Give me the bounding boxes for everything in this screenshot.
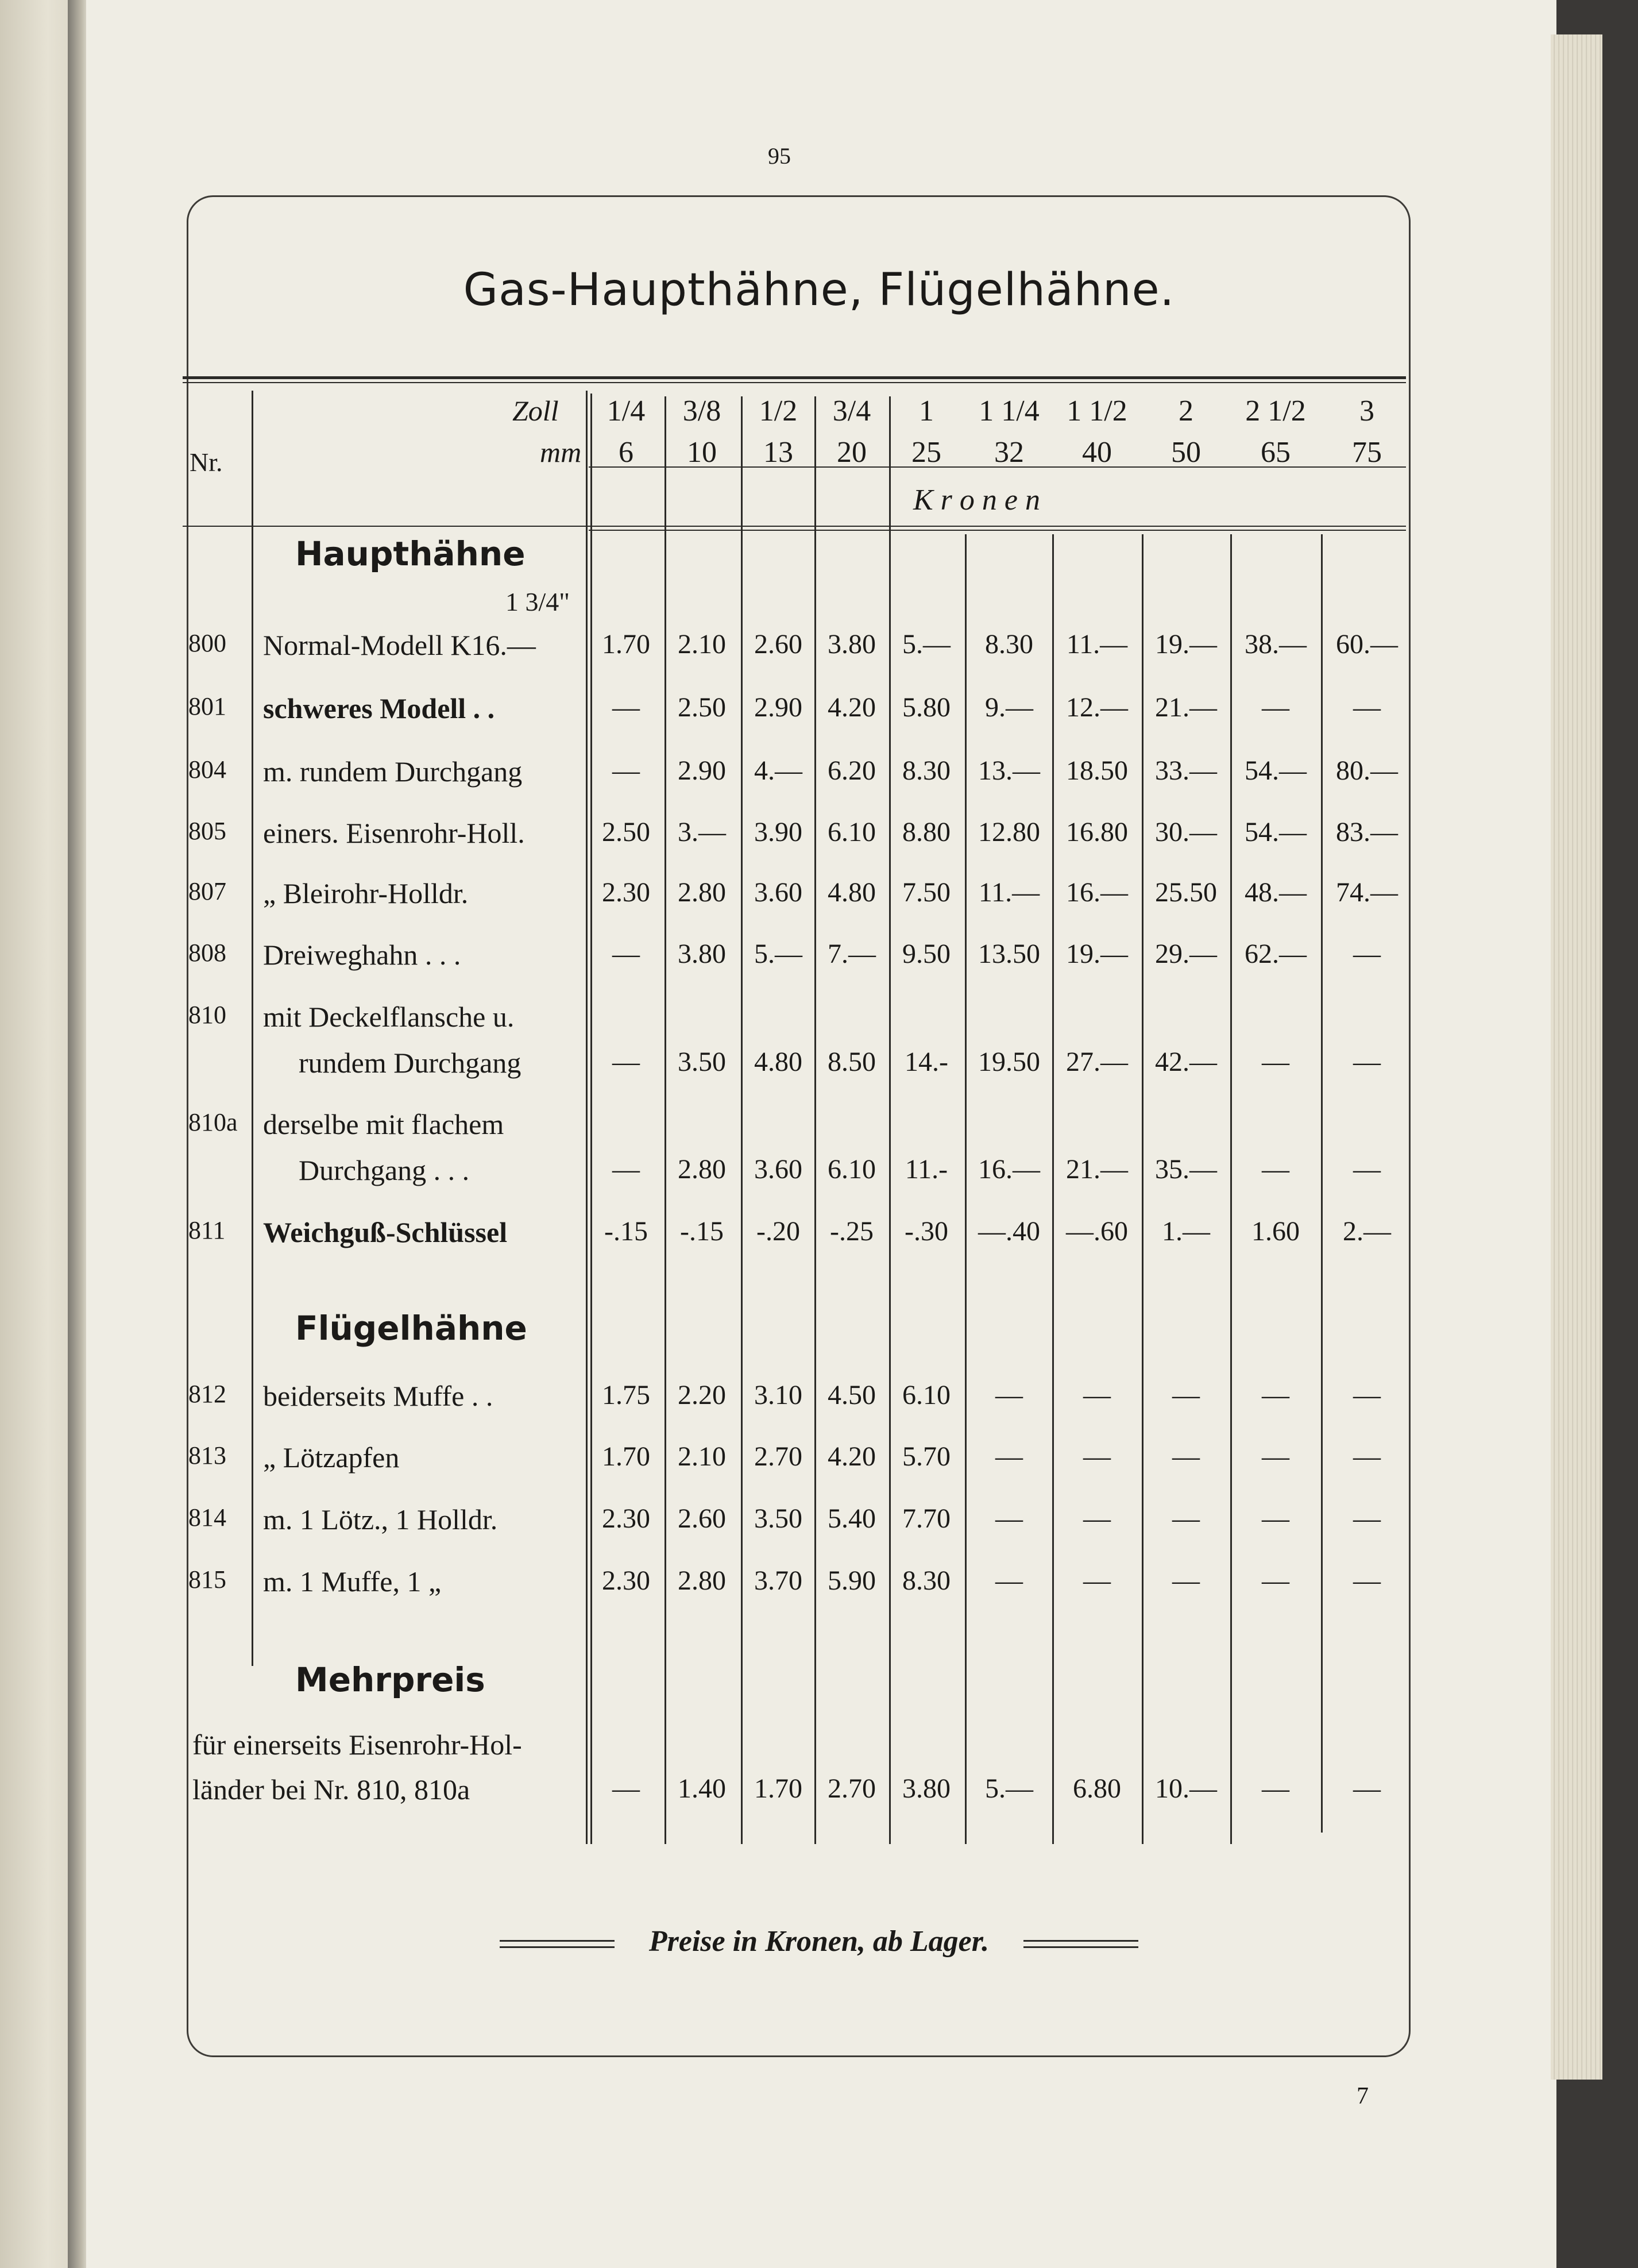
rule-size-column [1142, 534, 1143, 1844]
sheet-number: 7 [1357, 2083, 1369, 2109]
price-cell: 5.— [754, 939, 802, 969]
row-number: 812 [188, 1380, 226, 1408]
price-cell: 60.— [1336, 629, 1398, 659]
price-cell: 2.30 [602, 1503, 650, 1534]
price-cell: 4.50 [828, 1380, 876, 1410]
price-cell: 16.— [978, 1154, 1040, 1185]
size-inch: 1 1/4 [979, 395, 1040, 427]
price-cell: — [1353, 939, 1381, 969]
price-cell: 3.70 [754, 1565, 802, 1596]
price-cell: 14.- [905, 1047, 948, 1077]
price-cell: 2.50 [602, 817, 650, 847]
price-cell: 12.— [1066, 692, 1128, 723]
price-cell: 6.10 [828, 1154, 876, 1185]
size-mm: 20 [837, 436, 867, 469]
price-cell: 54.— [1245, 817, 1307, 847]
size-mm: 40 [1082, 436, 1112, 469]
price-cell: 6.10 [902, 1380, 951, 1410]
row-number: 810a [188, 1108, 238, 1136]
price-cell: 3.60 [754, 1154, 802, 1185]
row-description-cont: rundem Durchgang [299, 1047, 521, 1079]
price-cell: — [1353, 1565, 1381, 1596]
price-cell: 3.90 [754, 817, 802, 847]
size-mm: 50 [1171, 436, 1201, 469]
price-cell: 3.50 [754, 1503, 802, 1534]
rule-size-column [965, 534, 967, 1844]
mehrpreis-price-cell: 1.70 [754, 1773, 802, 1804]
price-cell: — [1262, 1154, 1289, 1185]
size-mm: 13 [763, 436, 793, 469]
price-cell: 6.20 [828, 755, 876, 786]
price-cell: 4.— [754, 755, 802, 786]
rule-size-column [741, 396, 743, 1844]
price-cell: — [1353, 1380, 1381, 1410]
price-cell: — [1262, 1441, 1289, 1472]
mehrpreis-price-cell: 3.80 [902, 1773, 951, 1804]
price-cell: — [1262, 1565, 1289, 1596]
size-mm: 75 [1352, 436, 1382, 469]
price-cell: — [1262, 1503, 1289, 1534]
row-number: 811 [188, 1216, 226, 1244]
price-cell: 54.— [1245, 755, 1307, 786]
row-description: „ Lötzapfen [263, 1441, 400, 1474]
price-cell: 7.50 [902, 877, 951, 908]
row-number: 815 [188, 1565, 226, 1594]
price-cell: 29.— [1155, 939, 1217, 969]
price-cell: 30.— [1155, 817, 1217, 847]
price-cell: 1.— [1162, 1216, 1210, 1247]
rule-size-column [889, 396, 891, 1844]
price-cell: 25.50 [1155, 877, 1217, 908]
price-cell: 74.— [1336, 877, 1398, 908]
zoll-label: Zoll [512, 395, 559, 427]
price-cell: — [1172, 1503, 1200, 1534]
price-cell: 35.— [1155, 1154, 1217, 1185]
price-cell: 2.10 [678, 1441, 726, 1472]
price-cell: 1.70 [602, 629, 650, 659]
price-cell: 8.30 [902, 755, 951, 786]
price-cell: 2.— [1343, 1216, 1391, 1247]
footer-text: Preise in Kronen, ab Lager. [648, 1925, 990, 1958]
price-cell: 38.— [1245, 629, 1307, 659]
price-cell: 21.— [1155, 692, 1217, 723]
price-cell: 3.80 [678, 939, 726, 969]
price-cell: 2.10 [678, 629, 726, 659]
price-cell: 12.80 [978, 817, 1040, 847]
row-description: derselbe mit flachem [263, 1108, 504, 1140]
price-cell: — [1262, 692, 1289, 723]
size-mm: 10 [687, 436, 717, 469]
row-description: schweres Modell . . [263, 692, 495, 724]
price-cell: — [1083, 1380, 1111, 1410]
currency-label: K r o n e n [913, 484, 1040, 516]
price-cell: — [1262, 1380, 1289, 1410]
mehrpreis-price-cell: 1.40 [678, 1773, 726, 1804]
price-cell: 2.80 [678, 877, 726, 908]
price-cell: 13.50 [978, 939, 1040, 969]
price-cell: -.15 [604, 1216, 648, 1247]
page-stack-edges [1551, 34, 1602, 2080]
rule-size-column [665, 396, 666, 1844]
price-cell: — [612, 692, 640, 723]
price-cell: 33.— [1155, 755, 1217, 786]
price-cell: 11.— [1066, 629, 1128, 659]
page-number: 95 [768, 143, 791, 169]
price-cell: 1.70 [602, 1441, 650, 1472]
price-cell: 2.90 [754, 692, 802, 723]
section-haupthaehne-size: 1 3/4" [505, 587, 570, 616]
size-inch: 2 1/2 [1245, 395, 1306, 427]
price-cell: — [1172, 1565, 1200, 1596]
price-cell: 13.— [978, 755, 1040, 786]
row-number: 805 [188, 817, 226, 845]
price-cell: — [995, 1380, 1023, 1410]
price-cell: — [612, 755, 640, 786]
price-cell: 2.30 [602, 1565, 650, 1596]
price-cell: 2.50 [678, 692, 726, 723]
row-number: 813 [188, 1441, 226, 1469]
row-description: Normal-Modell K16.— [263, 629, 536, 661]
price-cell: 16.— [1066, 877, 1128, 908]
size-inch: 1/2 [759, 395, 798, 427]
row-description: m. rundem Durchgang [263, 755, 523, 788]
price-cell: 5.40 [828, 1503, 876, 1534]
price-cell: 19.— [1155, 629, 1217, 659]
price-cell: 2.80 [678, 1565, 726, 1596]
price-cell: 4.80 [754, 1047, 802, 1077]
section-mehrpreis: Mehrpreis [295, 1660, 485, 1699]
mehrpreis-description: für einerseits Eisenrohr-Hol- [192, 1729, 522, 1761]
price-cell: 48.— [1245, 877, 1307, 908]
price-cell: — [1353, 1154, 1381, 1185]
rule-size-column [814, 396, 816, 1844]
price-cell: -.20 [756, 1216, 800, 1247]
size-inch: 3 [1359, 395, 1374, 427]
price-cell: — [995, 1503, 1023, 1534]
table-rule [183, 382, 1406, 383]
row-number: 814 [188, 1503, 226, 1532]
price-cell: -.30 [905, 1216, 948, 1247]
price-cell: 21.— [1066, 1154, 1128, 1185]
row-number: 810 [188, 1001, 226, 1029]
price-cell: 2.90 [678, 755, 726, 786]
price-cell: 2.20 [678, 1380, 726, 1410]
price-cell: 2.60 [754, 629, 802, 659]
price-cell: 18.50 [1066, 755, 1128, 786]
size-mm: 25 [911, 436, 941, 469]
price-cell: 4.80 [828, 877, 876, 908]
price-cell: 27.— [1066, 1047, 1128, 1077]
mehrpreis-price-cell: 6.80 [1073, 1773, 1121, 1804]
rule-size-column [1052, 534, 1054, 1844]
price-cell: — [1353, 1047, 1381, 1077]
price-cell: — [1083, 1503, 1111, 1534]
price-cell: 7.70 [902, 1503, 951, 1534]
price-cell: — [1172, 1380, 1200, 1410]
price-cell: 19.— [1066, 939, 1128, 969]
price-cell: 83.— [1336, 817, 1398, 847]
price-cell: 1.60 [1251, 1216, 1300, 1247]
row-description: beiderseits Muffe . . [263, 1380, 493, 1412]
mehrpreis-price-cell: 10.— [1155, 1773, 1217, 1804]
price-cell: — [612, 1047, 640, 1077]
price-cell: 42.— [1155, 1047, 1217, 1077]
price-cell: — [1083, 1565, 1111, 1596]
size-inch: 1 [919, 395, 934, 427]
row-description: „ Bleirohr-Holldr. [263, 877, 469, 909]
row-description: m. 1 Lötz., 1 Holldr. [263, 1503, 498, 1536]
row-number: 800 [188, 629, 226, 657]
price-cell: —.40 [978, 1216, 1040, 1247]
double-rule-right [1023, 1940, 1138, 1948]
price-cell: 3.80 [828, 629, 876, 659]
price-cell: — [1262, 1047, 1289, 1077]
price-cell: —.60 [1066, 1216, 1128, 1247]
price-cell: 4.20 [828, 692, 876, 723]
price-cell: — [995, 1565, 1023, 1596]
price-cell: 2.60 [678, 1503, 726, 1534]
price-cell: 8.30 [985, 629, 1033, 659]
price-cell: -.25 [830, 1216, 874, 1247]
rule-size-column [590, 394, 592, 1844]
rule-nr-column [252, 391, 253, 1666]
mehrpreis-price-cell: — [1262, 1773, 1289, 1804]
price-cell: 5.70 [902, 1441, 951, 1472]
row-number: 804 [188, 755, 226, 784]
price-cell: 3.50 [678, 1047, 726, 1077]
price-cell: 3.10 [754, 1380, 802, 1410]
price-cell: 11.- [905, 1154, 948, 1185]
section-fluegelhaehne: Flügelhähne [295, 1309, 527, 1348]
price-cell: 1.75 [602, 1380, 650, 1410]
row-description: einers. Eisenrohr-Holl. [263, 817, 525, 849]
size-inch: 1 1/2 [1067, 395, 1127, 427]
price-cell: -.15 [680, 1216, 724, 1247]
row-description: Dreiweghahn . . . [263, 939, 461, 971]
price-cell: 8.50 [828, 1047, 876, 1077]
mehrpreis-price-cell: 5.— [985, 1773, 1033, 1804]
price-cell: 2.70 [754, 1441, 802, 1472]
size-inch: 1/4 [606, 395, 646, 427]
price-cell: 11.— [978, 877, 1040, 908]
price-cell: — [995, 1441, 1023, 1472]
price-cell: 3.60 [754, 877, 802, 908]
table-rule [589, 530, 1406, 531]
mehrpreis-price-cell: — [1353, 1773, 1381, 1804]
price-cell: 8.80 [902, 817, 951, 847]
price-cell: 6.10 [828, 817, 876, 847]
price-cell: 7.— [828, 939, 876, 969]
mehrpreis-price-cell: 2.70 [828, 1773, 876, 1804]
table-rule [183, 376, 1406, 379]
size-mm: 32 [994, 436, 1024, 469]
price-cell: — [612, 1154, 640, 1185]
price-cell: 62.— [1245, 939, 1307, 969]
price-cell: — [1353, 1441, 1381, 1472]
table-rule [183, 526, 1406, 527]
rule-desc-column [586, 391, 588, 1844]
row-description-cont: Durchgang . . . [299, 1154, 470, 1186]
row-description: Weichguß-Schlüssel [263, 1216, 508, 1248]
row-description: mit Deckelflansche u. [263, 1001, 515, 1033]
nr-label: Nr. [190, 448, 223, 477]
section-haupthaehne: Haupthähne [295, 534, 526, 573]
mehrpreis-description-cont: länder bei Nr. 810, 810a [192, 1773, 470, 1806]
rule-size-column [1321, 534, 1323, 1833]
double-rule-left [500, 1940, 615, 1948]
price-cell: 80.— [1336, 755, 1398, 786]
price-cell: 2.80 [678, 1154, 726, 1185]
price-cell: — [1353, 1503, 1381, 1534]
price-cell: — [612, 939, 640, 969]
mm-label: mm [540, 436, 582, 468]
price-cell: 9.— [985, 692, 1033, 723]
price-cell: — [1353, 692, 1381, 723]
footer-note [0, 1924, 1638, 1958]
size-inch: 2 [1179, 395, 1193, 427]
row-number: 808 [188, 939, 226, 967]
page-title: Gas-Haupthähne, Flügelhähne. [463, 264, 1175, 316]
size-mm: 6 [619, 436, 633, 469]
mehrpreis-price-cell: — [612, 1773, 640, 1804]
price-cell: 3.— [678, 817, 726, 847]
price-cell: — [1172, 1441, 1200, 1472]
size-inch: 3/8 [682, 395, 721, 427]
price-cell: 2.30 [602, 877, 650, 908]
price-cell: 16.80 [1066, 817, 1128, 847]
price-cell: 9.50 [902, 939, 951, 969]
price-cell: 4.20 [828, 1441, 876, 1472]
rule-size-column [1230, 534, 1232, 1844]
price-cell: 19.50 [978, 1047, 1040, 1077]
size-inch: 3/4 [832, 395, 871, 427]
size-mm: 65 [1261, 436, 1291, 469]
row-number: 801 [188, 692, 226, 720]
price-cell: 5.80 [902, 692, 951, 723]
row-description: m. 1 Muffe, 1 „ [263, 1565, 442, 1598]
price-cell: 5.— [902, 629, 951, 659]
row-number: 807 [188, 877, 226, 905]
price-cell: — [1083, 1441, 1111, 1472]
price-cell: 5.90 [828, 1565, 876, 1596]
price-cell: 8.30 [902, 1565, 951, 1596]
